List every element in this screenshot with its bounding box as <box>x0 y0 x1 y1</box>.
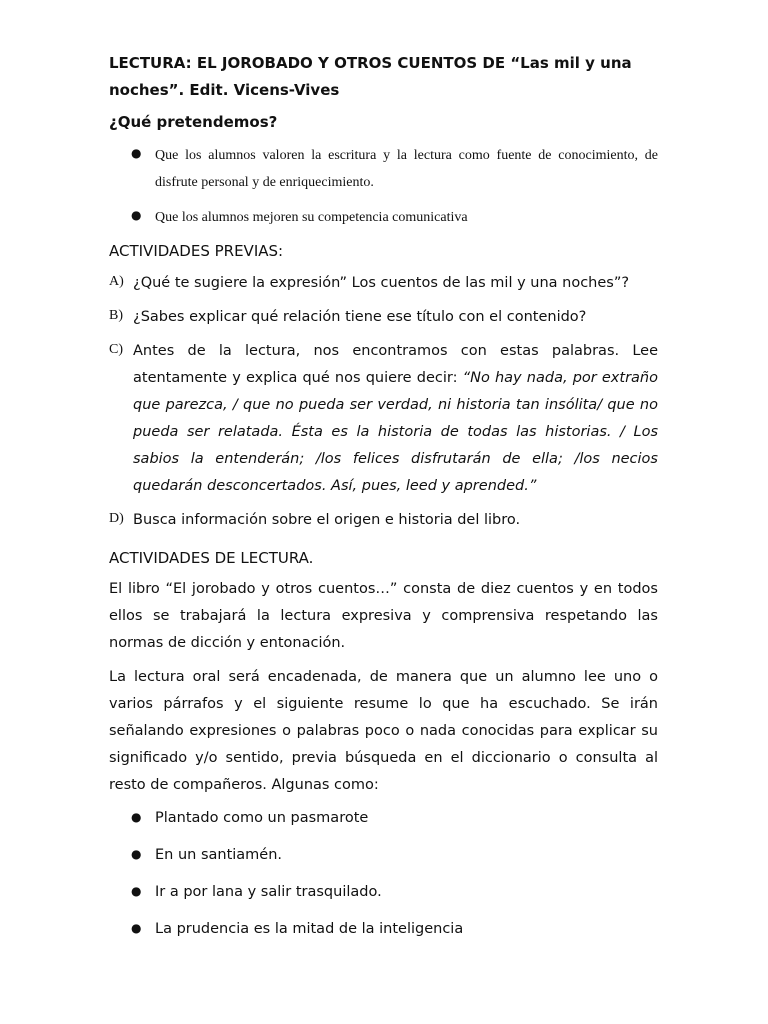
pre-activity-c-intro: Antes de la lectura, nos encontramos con estas palabras. Lee atentamente y explica qué nos quiere decir: <box>133 343 658 386</box>
bullet-icon: ● <box>131 146 142 160</box>
pre-activity-c <box>109 338 658 500</box>
bullet-icon: ● <box>131 810 142 824</box>
pre-activity-text: Busca información sobre el origen e historia del libro. <box>133 512 521 528</box>
pre-activity-text <box>133 338 658 500</box>
expression-text: Ir a por lana y salir trasquilado. <box>155 884 382 900</box>
reading-heading-dot: . <box>308 549 314 567</box>
expression-item <box>109 882 658 902</box>
document-page <box>109 50 658 939</box>
goal-text: Que los alumnos valoren la escritura y la lectura como fuente de conocimiento, de disfrute personal y de enriquecimiento. <box>155 148 658 190</box>
expression-item <box>109 919 658 939</box>
expression-item <box>109 808 658 828</box>
document-title <box>109 50 658 104</box>
reading-heading-text: ACTIVIDADES DE LECTURA <box>109 549 309 567</box>
pre-activity-c-quote: “No hay nada, por extraño que parezca, / que no pueda ser verdad, ni historia tan insólita/ que no pueda ser relatada. Ésta es la historia de todas las historias. / Los sabios la entenderán; /los felices disfrutarán de ella; /los necios quedarán desconcertados. Así, pues, leed y aprended.” <box>133 370 658 494</box>
expression-text: La prudencia es la mitad de la inteligencia <box>155 921 464 937</box>
bullet-icon: ● <box>131 847 142 861</box>
goals-list <box>109 142 658 231</box>
paragraph-2: La lectura oral será encadenada, de manera que un alumno lee uno o varios párrafos y el siguiente resume lo que ha escuchado. Se irán señalando expresiones o palabras poco o nada conocidas para explicar su significado y/o sentido, previa búsqueda en el diccionario o consulta al resto de compañeros. Algunas como: <box>109 669 658 793</box>
pre-activity-text: ¿Sabes explicar qué relación tiene ese título con el contenido? <box>133 309 587 325</box>
paragraph-1: El libro “El jorobado y otros cuentos…” consta de diez cuentos y en todos ellos se trabajará la lectura expresiva y comprensiva respetando las normas de dicción y entonación. <box>109 581 658 651</box>
item-letter: D) <box>109 511 124 526</box>
bullet-icon: ● <box>131 884 142 898</box>
pre-activity-b <box>109 304 658 331</box>
expressions-list <box>109 808 658 939</box>
item-letter: C) <box>109 342 123 357</box>
pre-activities-heading: ACTIVIDADES PREVIAS: <box>109 242 284 260</box>
goal-item <box>109 204 658 231</box>
goal-text: Que los alumnos mejoren su competencia comunicativa <box>155 210 468 225</box>
goal-item <box>109 142 658 196</box>
item-letter: B) <box>109 308 123 323</box>
title-line-2: noches”. Edit. Vicens-Vives <box>109 81 340 99</box>
pre-activity-d <box>109 507 658 534</box>
bullet-icon: ● <box>131 921 142 935</box>
pre-activity-a <box>109 270 658 297</box>
pre-activities-list <box>109 270 658 534</box>
expression-text: Plantado como un pasmarote <box>155 810 369 826</box>
title-line-1: LECTURA: EL JOROBADO Y OTROS CUENTOS DE “Las mil y una <box>109 54 632 72</box>
expression-item <box>109 845 658 865</box>
reading-activities-heading <box>109 548 658 568</box>
bullet-icon: ● <box>131 208 142 222</box>
goals-heading: ¿Qué pretendemos? <box>109 113 278 131</box>
expression-text: En un santiamén. <box>155 847 283 863</box>
item-letter: A) <box>109 274 124 289</box>
pre-activity-text: ¿Qué te sugiere la expresión” Los cuentos de las mil y una noches”? <box>133 275 630 291</box>
